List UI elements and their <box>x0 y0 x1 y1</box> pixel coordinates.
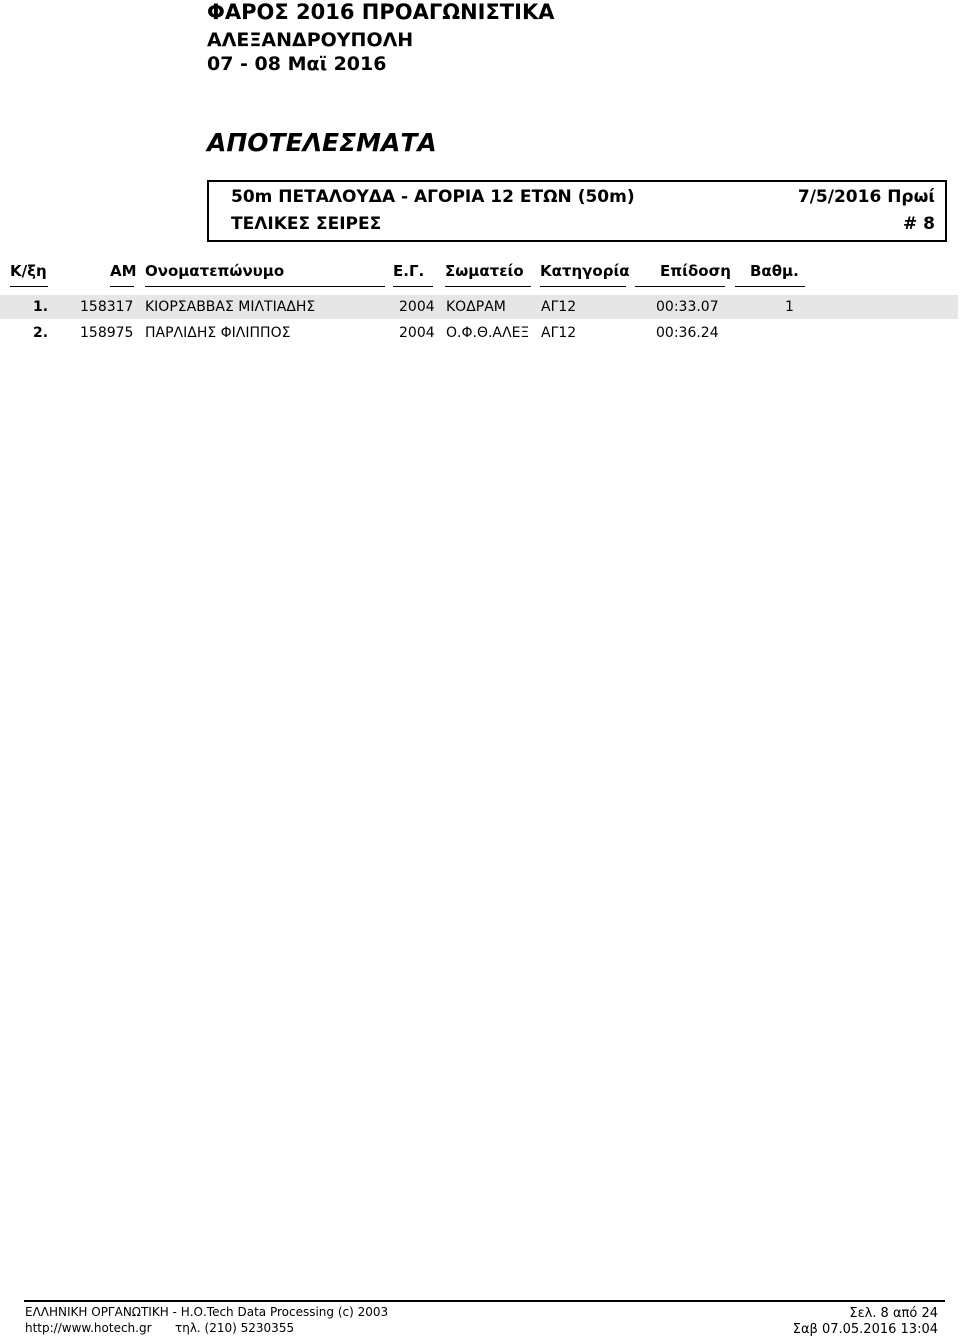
footer-phone: τηλ. (210) 5230355 <box>175 1321 295 1335</box>
col-category: Κατηγορία <box>540 262 630 280</box>
meet-city: ΑΛΕΞΑΝΔΡΟΥΠΟΛΗ <box>207 29 414 51</box>
col-am: ΑΜ <box>110 262 137 280</box>
underline-am <box>110 286 134 287</box>
cell-time: 00:33.07 <box>656 299 719 315</box>
underline-rank <box>10 286 48 287</box>
cell-am: 158975 <box>80 325 134 341</box>
event-name: 50m ΠΕΤΑΛΟΥΔΑ - ΑΓΟΡΙΑ 12 ΕΤΩΝ (50m) <box>231 187 635 207</box>
cell-am: 158317 <box>80 299 134 315</box>
cell-name: ΚΙΟΡΣΑΒΒΑΣ ΜΙΛΤΙΑΔΗΣ <box>145 299 316 315</box>
cell-year: 2004 <box>399 325 435 341</box>
event-round: ΤΕΛΙΚΕΣ ΣΕΙΡΕΣ <box>231 214 382 234</box>
col-club: Σωματείο <box>445 262 524 280</box>
underline-club <box>445 286 531 287</box>
cell-rank: 1. <box>33 299 49 315</box>
cell-time: 00:36.24 <box>656 325 719 341</box>
cell-points: 1 <box>785 299 794 315</box>
event-date: 7/5/2016 Πρωί <box>797 187 935 207</box>
meet-dates: 07 - 08 Μαϊ 2016 <box>207 53 387 75</box>
table-row <box>0 295 958 319</box>
footer-printed: Σαβ 07.05.2016 13:04 <box>792 1322 938 1337</box>
meet-title: ΦΑΡΟΣ 2016 ΠΡΟΑΓΩΝΙΣΤΙΚΑ <box>207 0 555 24</box>
footer-url: http://www.hotech.gr <box>25 1321 152 1335</box>
underline-time <box>635 286 725 287</box>
cell-rank: 2. <box>33 325 49 341</box>
footer-company: ΕΛΛΗΝΙΚΗ ΟΡΓΑΝΩΤΙΚΗ - Η.Ο.Tech Data Processing (c) 2003 <box>25 1305 389 1319</box>
table-row <box>0 321 958 345</box>
underline-year <box>393 286 433 287</box>
cell-name: ΠΑΡΛΙΔΗΣ ΦΙΛΙΠΠΟΣ <box>145 325 291 341</box>
underline-category <box>540 286 626 287</box>
cell-year: 2004 <box>399 299 435 315</box>
underline-points <box>735 286 805 287</box>
results-title: ΑΠΟΤΕΛΕΣΜΑΤΑ <box>207 128 437 157</box>
col-name: Ονοματεπώνυμο <box>145 262 285 280</box>
event-box <box>207 180 947 242</box>
event-number: # 8 <box>903 214 935 234</box>
underline-name <box>145 286 385 287</box>
cell-club: Ο.Φ.Θ.ΑΛΕΞ <box>446 325 530 341</box>
footer-divider <box>24 1300 945 1302</box>
cell-category: ΑΓ12 <box>541 325 577 341</box>
col-rank: Κ/ξη <box>10 262 47 280</box>
cell-category: ΑΓ12 <box>541 299 577 315</box>
col-year: Ε.Γ. <box>393 262 425 280</box>
col-points: Βαθμ. <box>750 262 799 280</box>
cell-club: ΚΟΔΡΑΜ <box>446 299 506 315</box>
col-time: Επίδοση <box>660 262 731 280</box>
footer-page: Σελ. 8 από 24 <box>849 1306 938 1321</box>
